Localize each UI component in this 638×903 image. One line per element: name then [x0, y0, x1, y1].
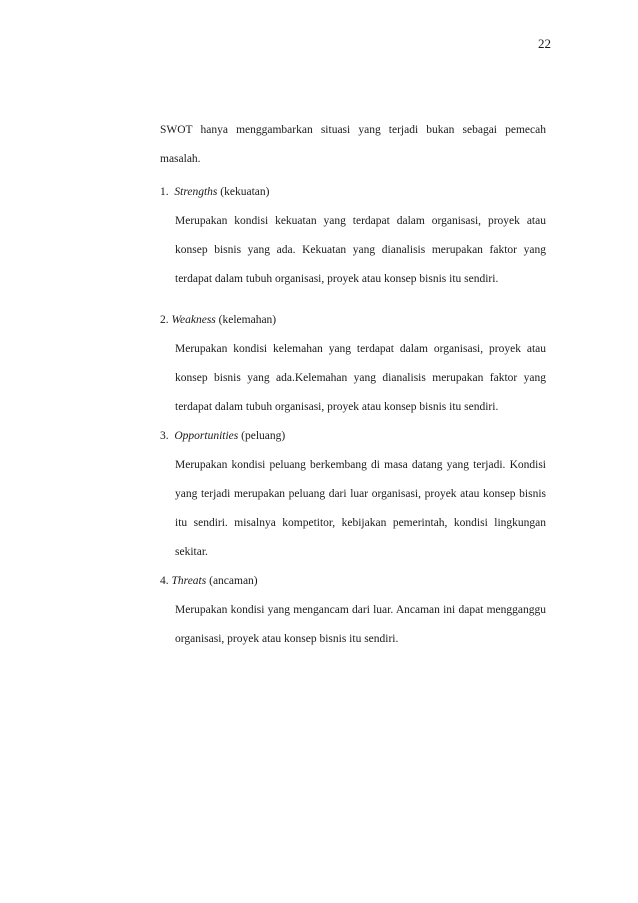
item-number: 1.	[160, 186, 169, 198]
document-body	[160, 116, 546, 654]
item-heading	[160, 178, 546, 207]
swot-item-opportunities	[160, 422, 546, 567]
item-term: Threats	[171, 575, 207, 587]
item-translation: (kekuatan)	[220, 186, 270, 198]
item-translation: (kelemahan)	[218, 314, 277, 326]
swot-item-strengths	[160, 178, 546, 294]
item-body: Merupakan kondisi kekuatan yang terdapat dalam organisasi, proyek atau konsep bisnis yang ada. Kekuatan yang dianalisis merupakan faktor yang terdapat dalam tubuh organisasi, proyek atau konsep bisnis itu sendiri.	[175, 215, 546, 285]
swot-item-weakness	[160, 306, 546, 422]
item-number: 4.	[160, 575, 169, 587]
page-number: 22	[538, 36, 551, 51]
item-body: Merupakan kondisi peluang berkembang di masa datang yang terjadi. Kondisi yang terjadi merupakan peluang dari luar organisasi, proyek atau konsep bisnis itu sendiri. misalnya kompetitor, kebijakan pemerintah, kondisi lingkungan sekitar.	[175, 459, 546, 558]
item-heading	[160, 567, 546, 596]
item-term: Weakness	[171, 314, 216, 326]
spacer	[160, 294, 546, 306]
swot-item-threats	[160, 567, 546, 654]
item-number: 3.	[160, 430, 169, 442]
item-heading	[160, 422, 546, 451]
item-translation: (ancaman)	[209, 575, 258, 587]
item-body: Merupakan kondisi kelemahan yang terdapat dalam organisasi, proyek atau konsep bisnis yang ada.Kelemahan yang dianalisis merupakan faktor yang terdapat dalam tubuh organisasi, proyek atau konsep bisnis itu sendiri.	[175, 343, 546, 413]
item-translation: (peluang)	[241, 430, 286, 442]
item-number: 2.	[160, 314, 169, 326]
item-term: Strengths	[174, 186, 218, 198]
item-body: Merupakan kondisi yang mengancam dari luar. Ancaman ini dapat mengganggu organisasi, proyek atau konsep bisnis itu sendiri.	[175, 604, 546, 645]
intro-paragraph: SWOT hanya menggambarkan situasi yang terjadi bukan sebagai pemecah masalah.	[160, 124, 546, 165]
item-term: Opportunities	[174, 430, 239, 442]
item-heading	[160, 306, 546, 335]
